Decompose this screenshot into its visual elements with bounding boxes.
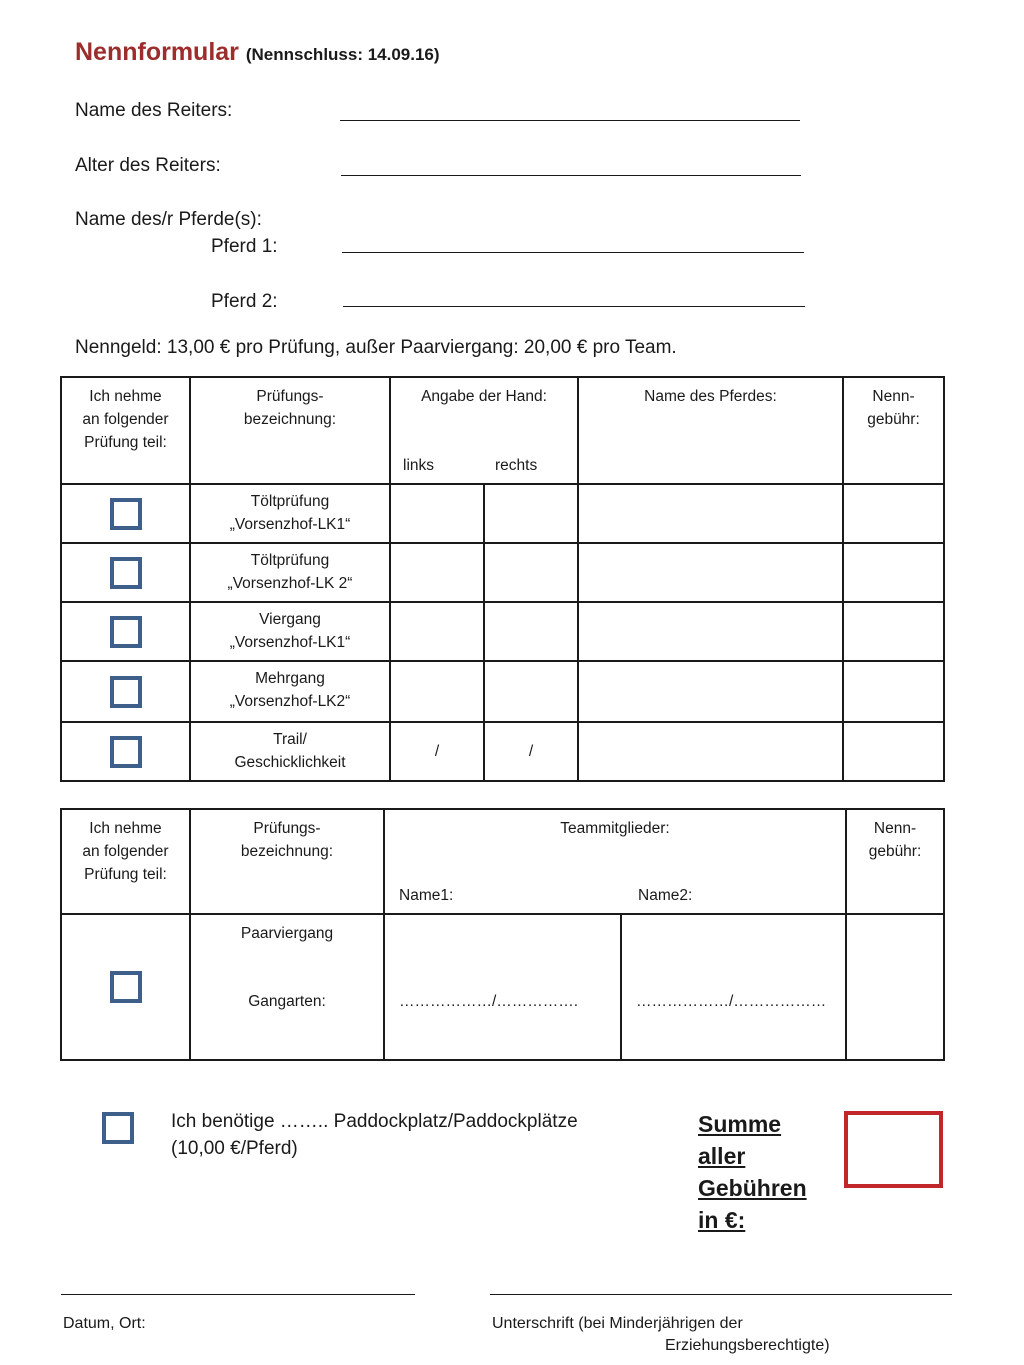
exam-name: Töltprüfung <box>250 552 330 569</box>
exam-checkbox[interactable] <box>110 498 142 530</box>
exam-subname: „Vorsenzhof-LK2“ <box>229 693 351 710</box>
signature-field[interactable] <box>490 1294 952 1295</box>
exam-name-cell <box>190 914 384 1060</box>
form-title <box>75 38 440 67</box>
exam-checkbox[interactable] <box>110 736 142 768</box>
header-participate-line: Prüfung teil: <box>84 866 167 883</box>
left-hand-cell[interactable] <box>390 602 484 661</box>
fee-cell[interactable] <box>843 543 944 602</box>
header-participate-line: an folgender <box>82 843 169 860</box>
header-participate-line: an folgender <box>82 411 169 428</box>
header-exam <box>190 377 390 484</box>
table-row <box>61 543 944 602</box>
fee-cell[interactable] <box>843 661 944 722</box>
header-left-label: links <box>403 457 435 474</box>
total-label-line: aller <box>698 1143 746 1169</box>
left-hand-cell[interactable] <box>390 484 484 543</box>
horse-name-cell[interactable] <box>578 661 843 722</box>
member2-placeholder: ………………/……………… <box>636 993 827 1010</box>
checkbox-cell <box>61 722 190 781</box>
date-place-field[interactable] <box>61 1294 415 1295</box>
horse-name-cell[interactable] <box>578 722 843 781</box>
header-right-label: rechts <box>495 457 538 474</box>
exam-name-cell <box>190 661 390 722</box>
total-label <box>698 1108 818 1236</box>
header-exam-line: Prüfungs- <box>256 388 324 405</box>
horse-name-cell[interactable] <box>578 543 843 602</box>
exam-name-cell <box>190 543 390 602</box>
right-hand-cell[interactable] <box>484 661 578 722</box>
table-row <box>61 661 944 722</box>
header-fee-line: gebühr: <box>867 411 920 428</box>
table-row <box>61 914 944 1060</box>
fee-cell[interactable] <box>843 722 944 781</box>
left-hand-cell <box>390 722 484 781</box>
horses-label: Name des/r Pferde(s): <box>75 209 262 230</box>
not-applicable-mark: / <box>528 743 534 760</box>
right-hand-cell[interactable] <box>484 484 578 543</box>
fee-cell[interactable] <box>843 602 944 661</box>
header-participate <box>61 809 190 914</box>
exam-name-cell <box>190 484 390 543</box>
exam-name-cell <box>190 602 390 661</box>
checkbox-cell <box>61 543 190 602</box>
rider-age-field[interactable] <box>341 175 801 176</box>
header-participate-line: Ich nehme <box>89 820 162 837</box>
table-row <box>61 722 944 781</box>
header-exam-line: bezeichnung: <box>240 843 334 860</box>
total-fee-box[interactable] <box>844 1111 943 1188</box>
exam-checkbox[interactable] <box>110 557 142 589</box>
member1-placeholder: ………………/……………. <box>399 993 579 1010</box>
right-hand-cell <box>484 722 578 781</box>
fee-cell[interactable] <box>846 914 944 1060</box>
header-exam-line: Prüfungs- <box>253 820 321 837</box>
right-hand-cell[interactable] <box>484 543 578 602</box>
horse2-label: Pferd 2: <box>211 291 278 312</box>
horse-name-cell[interactable] <box>578 484 843 543</box>
team-table-header <box>61 809 944 914</box>
table-row <box>61 602 944 661</box>
gaits-label: Gangarten: <box>248 993 326 1010</box>
not-applicable-mark: / <box>434 743 440 760</box>
header-hand-label: Angabe der Hand: <box>421 388 547 405</box>
header-name1-label: Name1: <box>399 887 454 904</box>
paddock-text: Ich benötige …….. Paddockplatz/Paddockplätze <box>171 1111 578 1132</box>
signature-label-line2: Erziehungsberechtigte) <box>665 1337 830 1354</box>
horse1-label: Pferd 1: <box>211 236 278 257</box>
fee-note: Nenngeld: 13,00 € pro Prüfung, außer Paarviergang: 20,00 € pro Team. <box>75 337 677 358</box>
header-fee-line: Nenn- <box>873 820 917 837</box>
total-label-line: Gebühren <box>698 1175 807 1201</box>
total-label-line: in €: <box>698 1207 746 1233</box>
header-fee-line: gebühr: <box>868 843 922 860</box>
team-member1-cell[interactable] <box>384 914 621 1060</box>
header-fee-line: Nenn- <box>872 388 915 405</box>
header-team-members <box>384 809 846 914</box>
header-exam <box>190 809 384 914</box>
rider-age-label: Alter des Reiters: <box>75 155 221 176</box>
exam-subname: Geschicklichkeit <box>234 754 346 771</box>
exam-table <box>60 376 945 782</box>
exam-subname: „Vorsenzhof-LK1“ <box>229 516 351 533</box>
left-hand-cell[interactable] <box>390 543 484 602</box>
rider-name-field[interactable] <box>340 120 800 121</box>
horse2-field[interactable] <box>343 306 805 307</box>
header-participate <box>61 377 190 484</box>
exam-subname: „Vorsenzhof-LK 2“ <box>227 575 353 592</box>
header-participate-line: Ich nehme <box>89 388 162 405</box>
form-title-text: Nennformular <box>75 38 239 66</box>
exam-name: Paarviergang <box>240 925 334 942</box>
header-hand <box>390 377 578 484</box>
exam-name-cell <box>190 722 390 781</box>
horse-name-cell[interactable] <box>578 602 843 661</box>
horse1-field[interactable] <box>342 252 804 253</box>
exam-checkbox[interactable] <box>110 676 142 708</box>
exam-table-header <box>61 377 944 484</box>
table-row <box>61 484 944 543</box>
header-horse-name <box>578 377 843 484</box>
fee-cell[interactable] <box>843 484 944 543</box>
signature-label: Unterschrift (bei Minderjährigen der <box>492 1315 743 1332</box>
exam-checkbox[interactable] <box>110 616 142 648</box>
checkbox-cell <box>61 661 190 722</box>
exam-name: Viergang <box>259 611 321 628</box>
header-name2-label: Name2: <box>638 887 693 904</box>
checkbox-cell <box>61 914 190 1060</box>
header-horse-label: Name des Pferdes: <box>644 388 777 405</box>
left-hand-cell[interactable] <box>390 661 484 722</box>
right-hand-cell[interactable] <box>484 602 578 661</box>
checkbox-cell <box>61 484 190 543</box>
paddock-checkbox[interactable] <box>102 1112 134 1144</box>
exam-name: Töltprüfung <box>250 493 330 510</box>
total-label-line: Summe <box>698 1111 782 1137</box>
deadline-text: (Nennschluss: 14.09.16) <box>245 45 440 64</box>
rider-name-label: Name des Reiters: <box>75 100 233 121</box>
header-participate-line: Prüfung teil: <box>84 434 167 451</box>
header-exam-line: bezeichnung: <box>243 411 337 428</box>
header-fee <box>843 377 944 484</box>
header-team-label: Teammitglieder: <box>560 820 670 837</box>
exam-subname: „Vorsenzhof-LK1“ <box>229 634 351 651</box>
exam-name: Trail/ <box>273 731 307 748</box>
checkbox-cell <box>61 602 190 661</box>
pair-exam-checkbox[interactable] <box>110 971 142 1003</box>
date-place-label: Datum, Ort: <box>63 1315 146 1332</box>
team-table <box>60 808 945 1061</box>
paddock-price: (10,00 €/Pferd) <box>171 1138 298 1159</box>
exam-name: Mehrgang <box>255 670 325 687</box>
team-member2-cell[interactable] <box>621 914 846 1060</box>
header-fee <box>846 809 944 914</box>
